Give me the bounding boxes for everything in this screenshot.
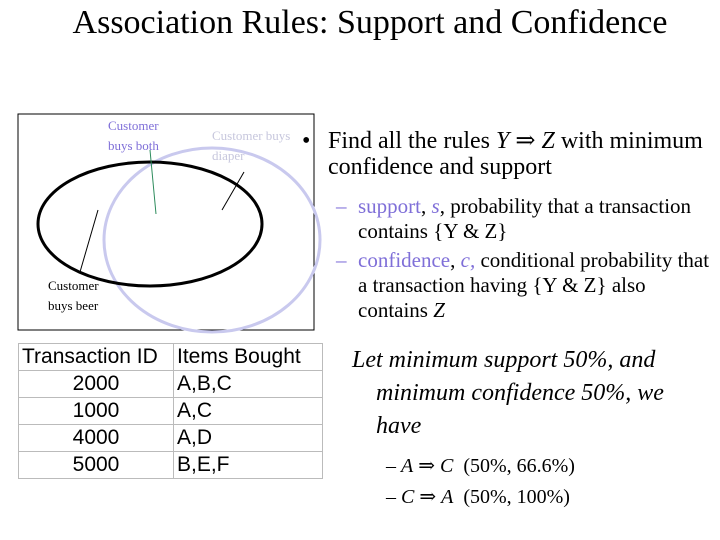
bullet-dot: • — [302, 128, 311, 154]
rule-dash: – — [386, 455, 396, 477]
header-transaction-id: Transaction ID — [19, 344, 174, 371]
table-row — [19, 452, 323, 479]
confidence-text: conditional probability that a transaction having {Y & Z} also contains — [358, 248, 710, 322]
rule-rhs: C — [439, 455, 454, 477]
items-cell: A,B,C — [174, 371, 323, 398]
implies-arrow: ⇒ — [418, 455, 435, 477]
confidence-bullet — [336, 248, 716, 323]
sub-dash: – — [336, 248, 347, 272]
support-bullet — [336, 194, 716, 244]
slide-title: Association Rules: Support and Confidence — [72, 4, 668, 41]
main-bullet — [302, 128, 720, 180]
confidence-term: confidence — [358, 248, 451, 272]
both-pointer — [150, 150, 156, 214]
transaction-id-cell: 4000 — [19, 425, 174, 452]
main-y: Y — [495, 128, 510, 154]
label-both: Customer buys both — [108, 118, 159, 153]
beer-pointer — [80, 210, 98, 272]
table-row — [19, 425, 323, 452]
sub-dash: – — [336, 194, 347, 218]
table-row — [19, 371, 323, 398]
transaction-id-cell: 2000 — [19, 371, 174, 398]
rule-a-c — [386, 453, 575, 479]
rule-lhs: C — [401, 486, 415, 508]
confidence-comma: , — [450, 248, 461, 272]
table-row — [19, 398, 323, 425]
implies-arrow: ⇒ — [419, 486, 437, 508]
confidence-symbol: c, — [460, 248, 476, 272]
transaction-id-cell: 1000 — [19, 398, 174, 425]
conclusion-text: Let minimum support 50%, and minimum confidence 50%, we have — [352, 347, 664, 439]
rule-c-a — [386, 484, 570, 510]
rule-lhs: A — [401, 455, 414, 477]
beer-circle — [38, 162, 262, 286]
main-z: Z — [541, 128, 555, 154]
transaction-table — [18, 343, 323, 479]
items-cell: A,C — [174, 398, 323, 425]
label-diaper: Customer buys diaper — [212, 128, 291, 163]
support-term: support — [358, 194, 421, 218]
confidence-end: Z — [433, 298, 445, 322]
transaction-id-cell: 5000 — [19, 452, 174, 479]
rule-values: (50%, 66.6%) — [463, 455, 575, 477]
support-text: , probability that a transaction contains {Y & Z} — [358, 194, 692, 243]
support-symbol: s — [431, 194, 440, 218]
label-beer: Customer buys beer — [48, 278, 99, 313]
main-prefix: Find all the rules — [328, 128, 496, 154]
diaper-circle — [104, 148, 320, 332]
implies-arrow: ⇒ — [515, 128, 536, 154]
main-suffix: with minimum confidence and support — [328, 128, 703, 180]
support-comma: , — [421, 194, 432, 218]
table-header-row — [19, 344, 323, 371]
rule-values: (50%, 100%) — [463, 486, 570, 508]
items-cell: B,E,F — [174, 452, 323, 479]
items-cell: A,D — [174, 425, 323, 452]
rule-rhs: A — [441, 486, 454, 508]
rule-dash: – — [386, 486, 396, 508]
header-items-bought: Items Bought — [174, 344, 323, 371]
